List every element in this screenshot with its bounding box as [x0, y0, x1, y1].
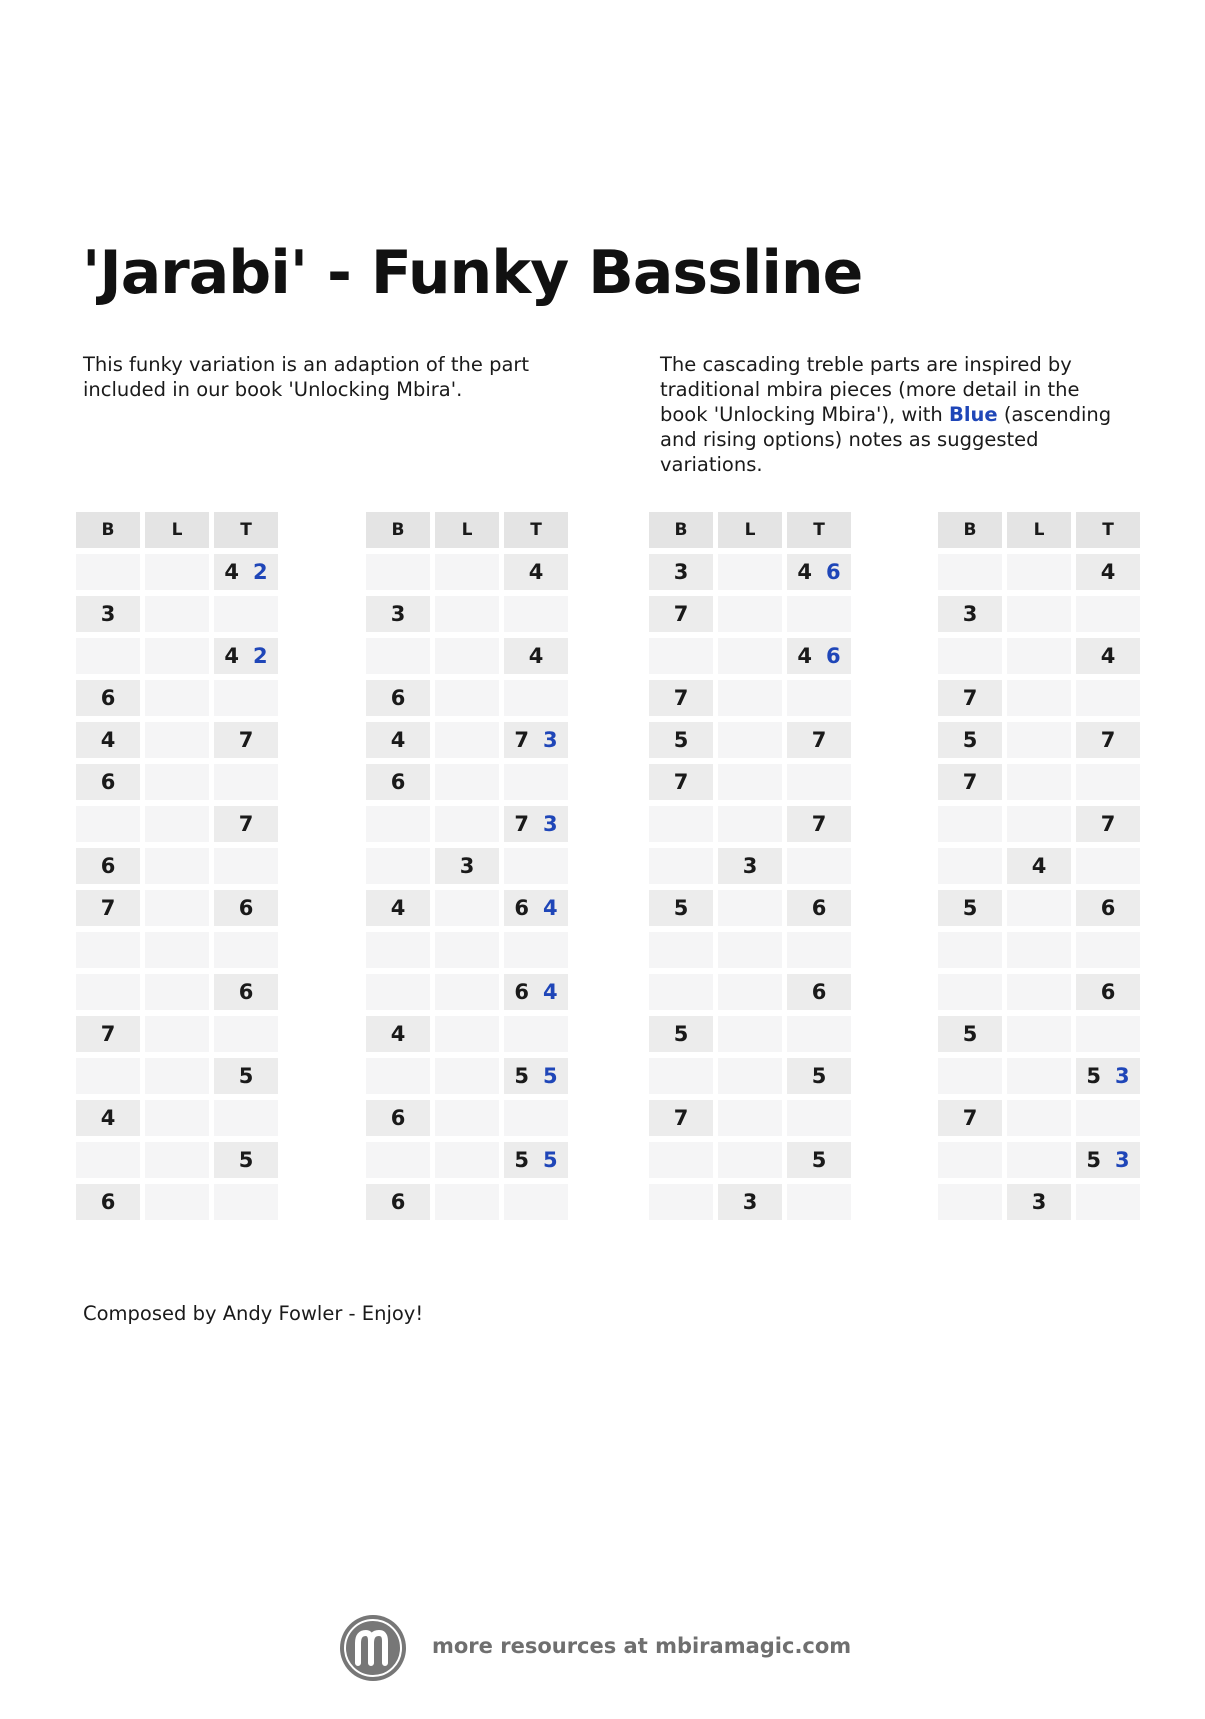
cell-b — [76, 806, 140, 842]
note-value: 5 — [1086, 1148, 1101, 1172]
cell-t — [214, 1184, 278, 1220]
cell-b — [649, 1142, 713, 1178]
cell-l — [718, 848, 782, 884]
note-value: 5 — [811, 1148, 827, 1172]
cell-b — [366, 806, 430, 842]
cell-t — [504, 722, 568, 758]
note-value: 7 — [1100, 728, 1116, 752]
cell-l — [1007, 638, 1071, 674]
header-t: T — [504, 512, 568, 548]
note-value: 6 — [514, 980, 529, 1004]
cell-l — [1007, 890, 1071, 926]
cell-l — [718, 554, 782, 590]
cell-l — [1007, 848, 1071, 884]
cell-t — [504, 848, 568, 884]
cell-b — [366, 764, 430, 800]
cell-l — [1007, 974, 1071, 1010]
composer-credit: Composed by Andy Fowler - Enjoy! — [83, 1302, 424, 1325]
variation-note: 3 — [1115, 1148, 1130, 1172]
cell-l — [1007, 764, 1071, 800]
notation-column-3 — [649, 512, 851, 1220]
cell-l — [718, 1142, 782, 1178]
notation-column-1 — [76, 512, 278, 1220]
note-value: 7 — [811, 728, 827, 752]
cell-l — [1007, 1100, 1071, 1136]
note-value: 3 — [742, 1190, 758, 1214]
cell-b — [938, 554, 1002, 590]
cell-l — [435, 890, 499, 926]
note-value: 6 — [390, 770, 406, 794]
cell-b — [649, 932, 713, 968]
intro-right-before: The cascading treble parts are inspired by traditional mbira pieces (more detail in the book 'Unlocking Mbira'), with — [660, 353, 1080, 426]
note-value: 3 — [100, 602, 116, 626]
cell-t — [1076, 764, 1140, 800]
cell-l — [1007, 1058, 1071, 1094]
cell-t — [787, 890, 851, 926]
cell-b — [76, 554, 140, 590]
cell-l — [145, 554, 209, 590]
cell-b — [649, 554, 713, 590]
cell-b — [76, 848, 140, 884]
note-value: 4 — [797, 560, 812, 584]
cell-t — [214, 932, 278, 968]
cell-l — [145, 722, 209, 758]
cell-l — [1007, 554, 1071, 590]
cell-t — [504, 1016, 568, 1052]
note-value: 3 — [459, 854, 475, 878]
cell-t — [214, 722, 278, 758]
cell-t — [1076, 1100, 1140, 1136]
cell-l — [718, 1058, 782, 1094]
cell-l — [718, 1100, 782, 1136]
note-value: 6 — [238, 980, 254, 1004]
cell-t — [214, 1058, 278, 1094]
cell-b — [76, 974, 140, 1010]
header-b: B — [649, 512, 713, 548]
mbira-magic-logo-icon — [338, 1613, 408, 1683]
cell-l — [435, 1184, 499, 1220]
note-value: 3 — [390, 602, 406, 626]
cell-b — [76, 932, 140, 968]
cell-b — [938, 806, 1002, 842]
cell-b — [366, 890, 430, 926]
note-value: 5 — [962, 728, 978, 752]
note-value: 7 — [238, 812, 254, 836]
cell-b — [649, 680, 713, 716]
resources-link[interactable]: more resources at mbiramagic.com — [432, 1634, 852, 1658]
cell-l — [1007, 1016, 1071, 1052]
note-value: 6 — [811, 896, 827, 920]
note-value: 4 — [1100, 644, 1116, 668]
cell-t — [504, 596, 568, 632]
blue-highlight-word: Blue — [948, 403, 998, 426]
cell-l — [435, 554, 499, 590]
page-title: 'Jarabi' - Funky Bassline — [82, 238, 863, 308]
cell-l — [718, 680, 782, 716]
cell-l — [435, 1142, 499, 1178]
note-value: 6 — [390, 1190, 406, 1214]
header-b: B — [366, 512, 430, 548]
note-value: 4 — [1100, 560, 1116, 584]
note-value: 3 — [962, 602, 978, 626]
cell-t — [1076, 722, 1140, 758]
cell-t — [504, 554, 568, 590]
note-value: 5 — [514, 1148, 529, 1172]
cell-l — [435, 974, 499, 1010]
variation-note: 3 — [1115, 1064, 1130, 1088]
note-value: 3 — [742, 854, 758, 878]
note-value: 5 — [673, 728, 689, 752]
cell-b — [76, 1016, 140, 1052]
cell-t — [1076, 1058, 1140, 1094]
intro-left-text: This funky variation is an adaption of the part included in our book 'Unlocking Mbira'. — [83, 353, 530, 401]
cell-l — [1007, 806, 1071, 842]
note-value: 4 — [528, 644, 544, 668]
header-b: B — [76, 512, 140, 548]
cell-t — [214, 638, 278, 674]
cell-t — [504, 1142, 568, 1178]
cell-b — [938, 974, 1002, 1010]
note-value: 6 — [514, 896, 529, 920]
cell-b — [366, 596, 430, 632]
cell-t — [504, 806, 568, 842]
cell-t — [787, 1142, 851, 1178]
cell-b — [938, 1016, 1002, 1052]
note-value: 7 — [238, 728, 254, 752]
header-t: T — [787, 512, 851, 548]
cell-l — [145, 680, 209, 716]
cell-l — [718, 1016, 782, 1052]
cell-t — [504, 1058, 568, 1094]
variation-note: 4 — [543, 980, 558, 1004]
note-value: 4 — [390, 896, 406, 920]
cell-t — [1076, 974, 1140, 1010]
cell-b — [938, 932, 1002, 968]
cell-b — [938, 1184, 1002, 1220]
cell-t — [214, 680, 278, 716]
cell-l — [435, 932, 499, 968]
cell-b — [76, 680, 140, 716]
intro-right-after: (ascending and rising options) notes as suggested variations. — [660, 403, 1112, 476]
cell-l — [435, 848, 499, 884]
cell-t — [504, 1100, 568, 1136]
cell-b — [366, 974, 430, 1010]
cell-l — [435, 806, 499, 842]
cell-t — [214, 554, 278, 590]
cell-t — [1076, 638, 1140, 674]
note-value: 6 — [100, 854, 116, 878]
variation-note: 2 — [253, 560, 268, 584]
note-value: 7 — [673, 602, 689, 626]
cell-b — [649, 1100, 713, 1136]
note-value: 4 — [390, 728, 406, 752]
variation-note: 6 — [826, 560, 841, 584]
note-value: 4 — [100, 1106, 116, 1130]
cell-t — [214, 1016, 278, 1052]
cell-b — [366, 638, 430, 674]
cell-b — [366, 1142, 430, 1178]
cell-l — [145, 806, 209, 842]
cell-t — [787, 932, 851, 968]
header-l: L — [435, 512, 499, 548]
cell-b — [366, 1100, 430, 1136]
note-value: 7 — [673, 1106, 689, 1130]
note-value: 7 — [514, 728, 529, 752]
note-value: 7 — [962, 686, 978, 710]
cell-b — [649, 848, 713, 884]
cell-l — [145, 1142, 209, 1178]
cell-t — [1076, 1016, 1140, 1052]
cell-l — [435, 1016, 499, 1052]
cell-b — [76, 1058, 140, 1094]
cell-t — [214, 764, 278, 800]
cell-t — [504, 932, 568, 968]
note-value: 6 — [390, 686, 406, 710]
note-value: 7 — [100, 1022, 116, 1046]
cell-t — [1076, 932, 1140, 968]
notation-column-2 — [366, 512, 568, 1220]
note-value: 4 — [528, 560, 544, 584]
note-value: 5 — [811, 1064, 827, 1088]
cell-t — [1076, 848, 1140, 884]
cell-b — [76, 596, 140, 632]
variation-note: 5 — [543, 1064, 558, 1088]
cell-b — [938, 1142, 1002, 1178]
cell-l — [435, 764, 499, 800]
cell-l — [1007, 680, 1071, 716]
cell-t — [787, 1100, 851, 1136]
cell-b — [649, 1016, 713, 1052]
cell-l — [145, 1100, 209, 1136]
note-value: 6 — [100, 770, 116, 794]
note-value: 4 — [797, 644, 812, 668]
cell-l — [435, 638, 499, 674]
cell-b — [938, 722, 1002, 758]
cell-l — [1007, 722, 1071, 758]
cell-t — [504, 890, 568, 926]
note-value: 5 — [238, 1064, 254, 1088]
cell-l — [718, 806, 782, 842]
cell-b — [649, 890, 713, 926]
variation-note: 2 — [253, 644, 268, 668]
note-value: 7 — [962, 770, 978, 794]
cell-l — [145, 764, 209, 800]
cell-b — [938, 596, 1002, 632]
header-l: L — [1007, 512, 1071, 548]
cell-b — [366, 554, 430, 590]
cell-t — [787, 596, 851, 632]
note-value: 6 — [238, 896, 254, 920]
cell-t — [504, 638, 568, 674]
cell-t — [1076, 554, 1140, 590]
cell-b — [938, 848, 1002, 884]
cell-b — [366, 1016, 430, 1052]
cell-b — [76, 722, 140, 758]
note-value: 5 — [673, 896, 689, 920]
cell-t — [504, 680, 568, 716]
cell-t — [504, 764, 568, 800]
note-value: 6 — [100, 1190, 116, 1214]
cell-l — [145, 974, 209, 1010]
cell-t — [214, 1142, 278, 1178]
note-value: 7 — [100, 896, 116, 920]
cell-l — [145, 1058, 209, 1094]
note-value: 4 — [224, 560, 239, 584]
note-value: 4 — [224, 644, 239, 668]
cell-b — [76, 638, 140, 674]
note-value: 3 — [1031, 1190, 1047, 1214]
note-value: 7 — [673, 686, 689, 710]
cell-t — [214, 848, 278, 884]
note-value: 5 — [238, 1148, 254, 1172]
cell-l — [718, 638, 782, 674]
cell-l — [145, 932, 209, 968]
note-value: 5 — [673, 1022, 689, 1046]
cell-t — [1076, 1184, 1140, 1220]
cell-l — [435, 1058, 499, 1094]
cell-b — [366, 722, 430, 758]
cell-l — [435, 1100, 499, 1136]
note-value: 4 — [1031, 854, 1047, 878]
cell-l — [435, 722, 499, 758]
cell-b — [649, 764, 713, 800]
cell-t — [787, 848, 851, 884]
header-t: T — [214, 512, 278, 548]
cell-l — [145, 638, 209, 674]
cell-b — [649, 1058, 713, 1094]
cell-t — [787, 764, 851, 800]
cell-b — [76, 764, 140, 800]
cell-b — [938, 680, 1002, 716]
note-value: 7 — [673, 770, 689, 794]
header-t: T — [1076, 512, 1140, 548]
note-value: 6 — [1100, 980, 1116, 1004]
variation-note: 3 — [543, 812, 558, 836]
note-value: 6 — [390, 1106, 406, 1130]
variation-note: 4 — [543, 896, 558, 920]
cell-t — [504, 974, 568, 1010]
cell-b — [938, 764, 1002, 800]
header-b: B — [938, 512, 1002, 548]
note-value: 4 — [390, 1022, 406, 1046]
cell-b — [938, 638, 1002, 674]
cell-l — [718, 974, 782, 1010]
cell-l — [718, 890, 782, 926]
cell-l — [1007, 1142, 1071, 1178]
cell-b — [366, 848, 430, 884]
cell-t — [214, 806, 278, 842]
cell-b — [366, 1184, 430, 1220]
cell-t — [214, 596, 278, 632]
cell-t — [504, 1184, 568, 1220]
cell-t — [787, 1016, 851, 1052]
notation-column-4 — [938, 512, 1140, 1220]
cell-l — [718, 1184, 782, 1220]
cell-t — [787, 680, 851, 716]
cell-b — [649, 596, 713, 632]
cell-b — [649, 722, 713, 758]
cell-b — [938, 1058, 1002, 1094]
cell-t — [1076, 806, 1140, 842]
cell-t — [214, 974, 278, 1010]
cell-l — [145, 1016, 209, 1052]
cell-b — [76, 1142, 140, 1178]
note-value: 6 — [811, 980, 827, 1004]
cell-l — [145, 848, 209, 884]
note-value: 5 — [962, 1022, 978, 1046]
header-l: L — [145, 512, 209, 548]
variation-note: 6 — [826, 644, 841, 668]
note-value: 5 — [1086, 1064, 1101, 1088]
cell-l — [145, 890, 209, 926]
note-value: 3 — [673, 560, 689, 584]
cell-l — [145, 596, 209, 632]
cell-t — [1076, 596, 1140, 632]
cell-b — [649, 974, 713, 1010]
cell-l — [718, 932, 782, 968]
note-value: 5 — [962, 896, 978, 920]
cell-l — [1007, 932, 1071, 968]
cell-b — [649, 638, 713, 674]
note-value: 7 — [1100, 812, 1116, 836]
cell-l — [1007, 1184, 1071, 1220]
cell-t — [1076, 890, 1140, 926]
note-value: 5 — [514, 1064, 529, 1088]
cell-b — [938, 1100, 1002, 1136]
cell-t — [787, 638, 851, 674]
cell-l — [435, 596, 499, 632]
cell-t — [787, 554, 851, 590]
cell-t — [787, 1058, 851, 1094]
note-value: 4 — [100, 728, 116, 752]
cell-l — [718, 764, 782, 800]
cell-t — [787, 1184, 851, 1220]
cell-t — [214, 1100, 278, 1136]
cell-t — [787, 722, 851, 758]
cell-t — [1076, 1142, 1140, 1178]
cell-b — [76, 1184, 140, 1220]
cell-b — [366, 1058, 430, 1094]
cell-t — [214, 890, 278, 926]
cell-l — [718, 596, 782, 632]
note-value: 7 — [962, 1106, 978, 1130]
variation-note: 3 — [543, 728, 558, 752]
cell-t — [787, 806, 851, 842]
cell-l — [145, 1184, 209, 1220]
cell-b — [76, 1100, 140, 1136]
cell-l — [718, 722, 782, 758]
cell-b — [76, 890, 140, 926]
cell-b — [649, 806, 713, 842]
cell-b — [366, 680, 430, 716]
cell-b — [938, 890, 1002, 926]
cell-b — [366, 932, 430, 968]
cell-l — [1007, 596, 1071, 632]
note-value: 6 — [100, 686, 116, 710]
note-value: 7 — [811, 812, 827, 836]
cell-b — [649, 1184, 713, 1220]
intro-right-text — [660, 352, 1130, 477]
cell-l — [435, 680, 499, 716]
header-l: L — [718, 512, 782, 548]
cell-t — [1076, 680, 1140, 716]
cell-t — [787, 974, 851, 1010]
note-value: 7 — [514, 812, 529, 836]
variation-note: 5 — [543, 1148, 558, 1172]
note-value: 6 — [1100, 896, 1116, 920]
